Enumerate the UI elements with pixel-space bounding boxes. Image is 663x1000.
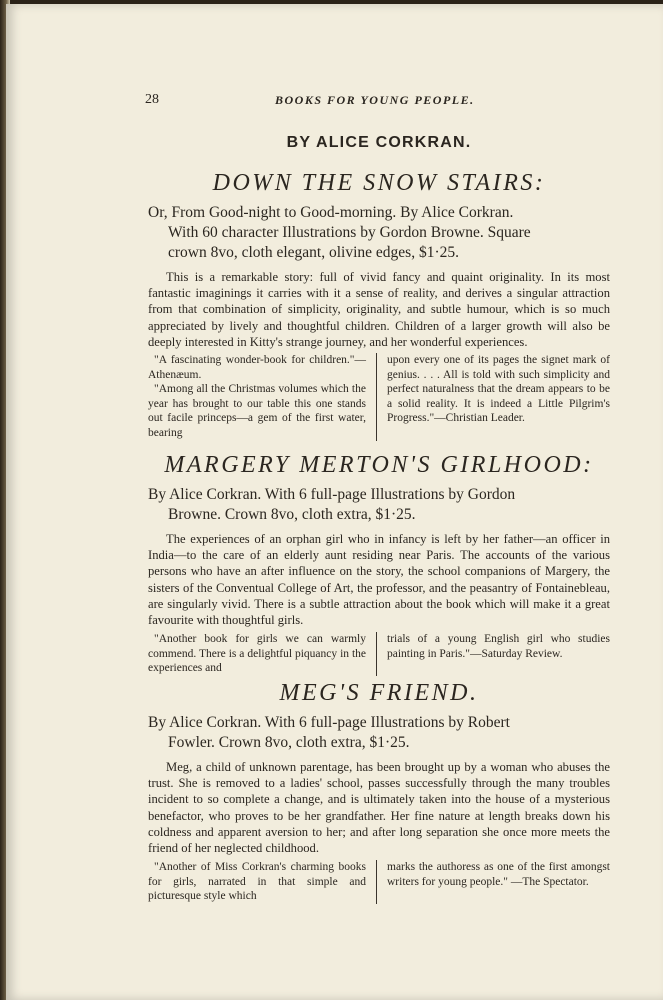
review-quote: upon every one of its pages the signet mark of genius. . . . All is told with such simplicity and perfect naturalness that the dream appears to be a solid reality. It is indeed a Little Pilgrim's Progress."—Christian Leader. — [387, 354, 610, 425]
book-title: MEG'S FRIEND. — [279, 680, 479, 706]
review-quotes — [148, 860, 610, 904]
review-quote: "Among all the Christmas volumes which the year has brought to our table this one stands out facile princeps—a gem of the first water, bearing — [148, 383, 366, 439]
book-meta — [148, 203, 610, 263]
book-description: Meg, a child of unknown parentage, has been brought up by a woman who abuses the trust. She is removed to a ladies' school, passes successfully through the many troubles incident to so complete a change, and is ultimately taken into the house of a mysterious benefactor, who proves to be her grandfather. Her fine nature at length breaks down his coldness and apparent aversion to her; and after long separation she once more meets the friend of her neglected childhood. — [148, 760, 610, 856]
review-quote-left — [148, 860, 376, 904]
book-meta-line: crown 8vo, cloth elegant, olivine edges, $1·25. — [168, 244, 459, 261]
review-quote-right — [377, 353, 610, 441]
book-title: DOWN THE SNOW STAIRS: — [212, 170, 546, 196]
book-entry-2 — [148, 452, 610, 676]
book-meta-line: By Alice Corkran. With 6 full-page Illustrations by Gordon — [148, 486, 516, 503]
review-quote: "A fascinating wonder-book for children."—Athenæum. — [148, 354, 366, 381]
review-quotes — [148, 632, 610, 676]
book-meta-line: By Alice Corkran. With 6 full-page Illustrations by Robert — [148, 714, 510, 731]
book-title: MARGERY MERTON'S GIRLHOOD: — [164, 452, 594, 478]
review-quote: "Another book for girls we can warmly commend. There is a delightful piquancy in the experiences and — [148, 633, 366, 675]
review-quote: trials of a young English girl who studies painting in Paris."—Saturday Review. — [387, 633, 610, 660]
review-quote-left — [148, 353, 376, 441]
review-quote-right — [377, 860, 610, 904]
book-description: This is a remarkable story: full of vivid fancy and quaint originality. In its most fantastic imaginings it carries with it a sense of reality, and derives a singular attraction from that combination of simplicity, originality, and subtle humour, which is so much appreciated by lively and thoughtful children. Children of a larger growth will also be deeply interested in Kitty's strange journey, and her wonderful experiences. — [148, 270, 610, 349]
review-quote-right — [377, 632, 610, 676]
review-quote: marks the authoress as one of the first amongst writers for young people." —The Spectator. — [387, 861, 610, 888]
book-meta-line: Browne. Crown 8vo, cloth extra, $1·25. — [168, 506, 416, 523]
book-meta — [148, 485, 610, 525]
page-header — [145, 92, 615, 112]
book-meta-line: With 60 character Illustrations by Gordon Browne. Square — [168, 224, 531, 241]
page-number: 28 — [145, 92, 159, 107]
running-title: BOOKS FOR YOUNG PEOPLE. — [275, 93, 475, 107]
book-meta-line: Fowler. Crown 8vo, cloth extra, $1·25. — [168, 734, 410, 751]
book-entry-1 — [148, 170, 610, 441]
book-meta-line: Or, From Good-night to Good-morning. By Alice Corkran. — [148, 204, 514, 221]
review-quotes — [148, 353, 610, 441]
book-description: The experiences of an orphan girl who in infancy is left by her father—an officer in India—to the care of an elderly aunt residing near Paris. The accounts of the various persons who have an after influence on the story, the school companions of Margery, the sisters of the Conventual College of Art, the professor, and the peasantry of Fontainebleau, are singularly vivid. There is a subtle attraction about the book which will make it a great favourite with thoughtful girls. — [148, 532, 610, 628]
review-quote-left — [148, 632, 376, 676]
review-quote: "Another of Miss Corkran's charming books for girls, narrated in that simple and picturesque style which — [148, 861, 366, 903]
book-meta — [148, 713, 610, 753]
book-entry-3 — [148, 680, 610, 904]
section-heading: BY ALICE CORKRAN. — [286, 134, 472, 151]
